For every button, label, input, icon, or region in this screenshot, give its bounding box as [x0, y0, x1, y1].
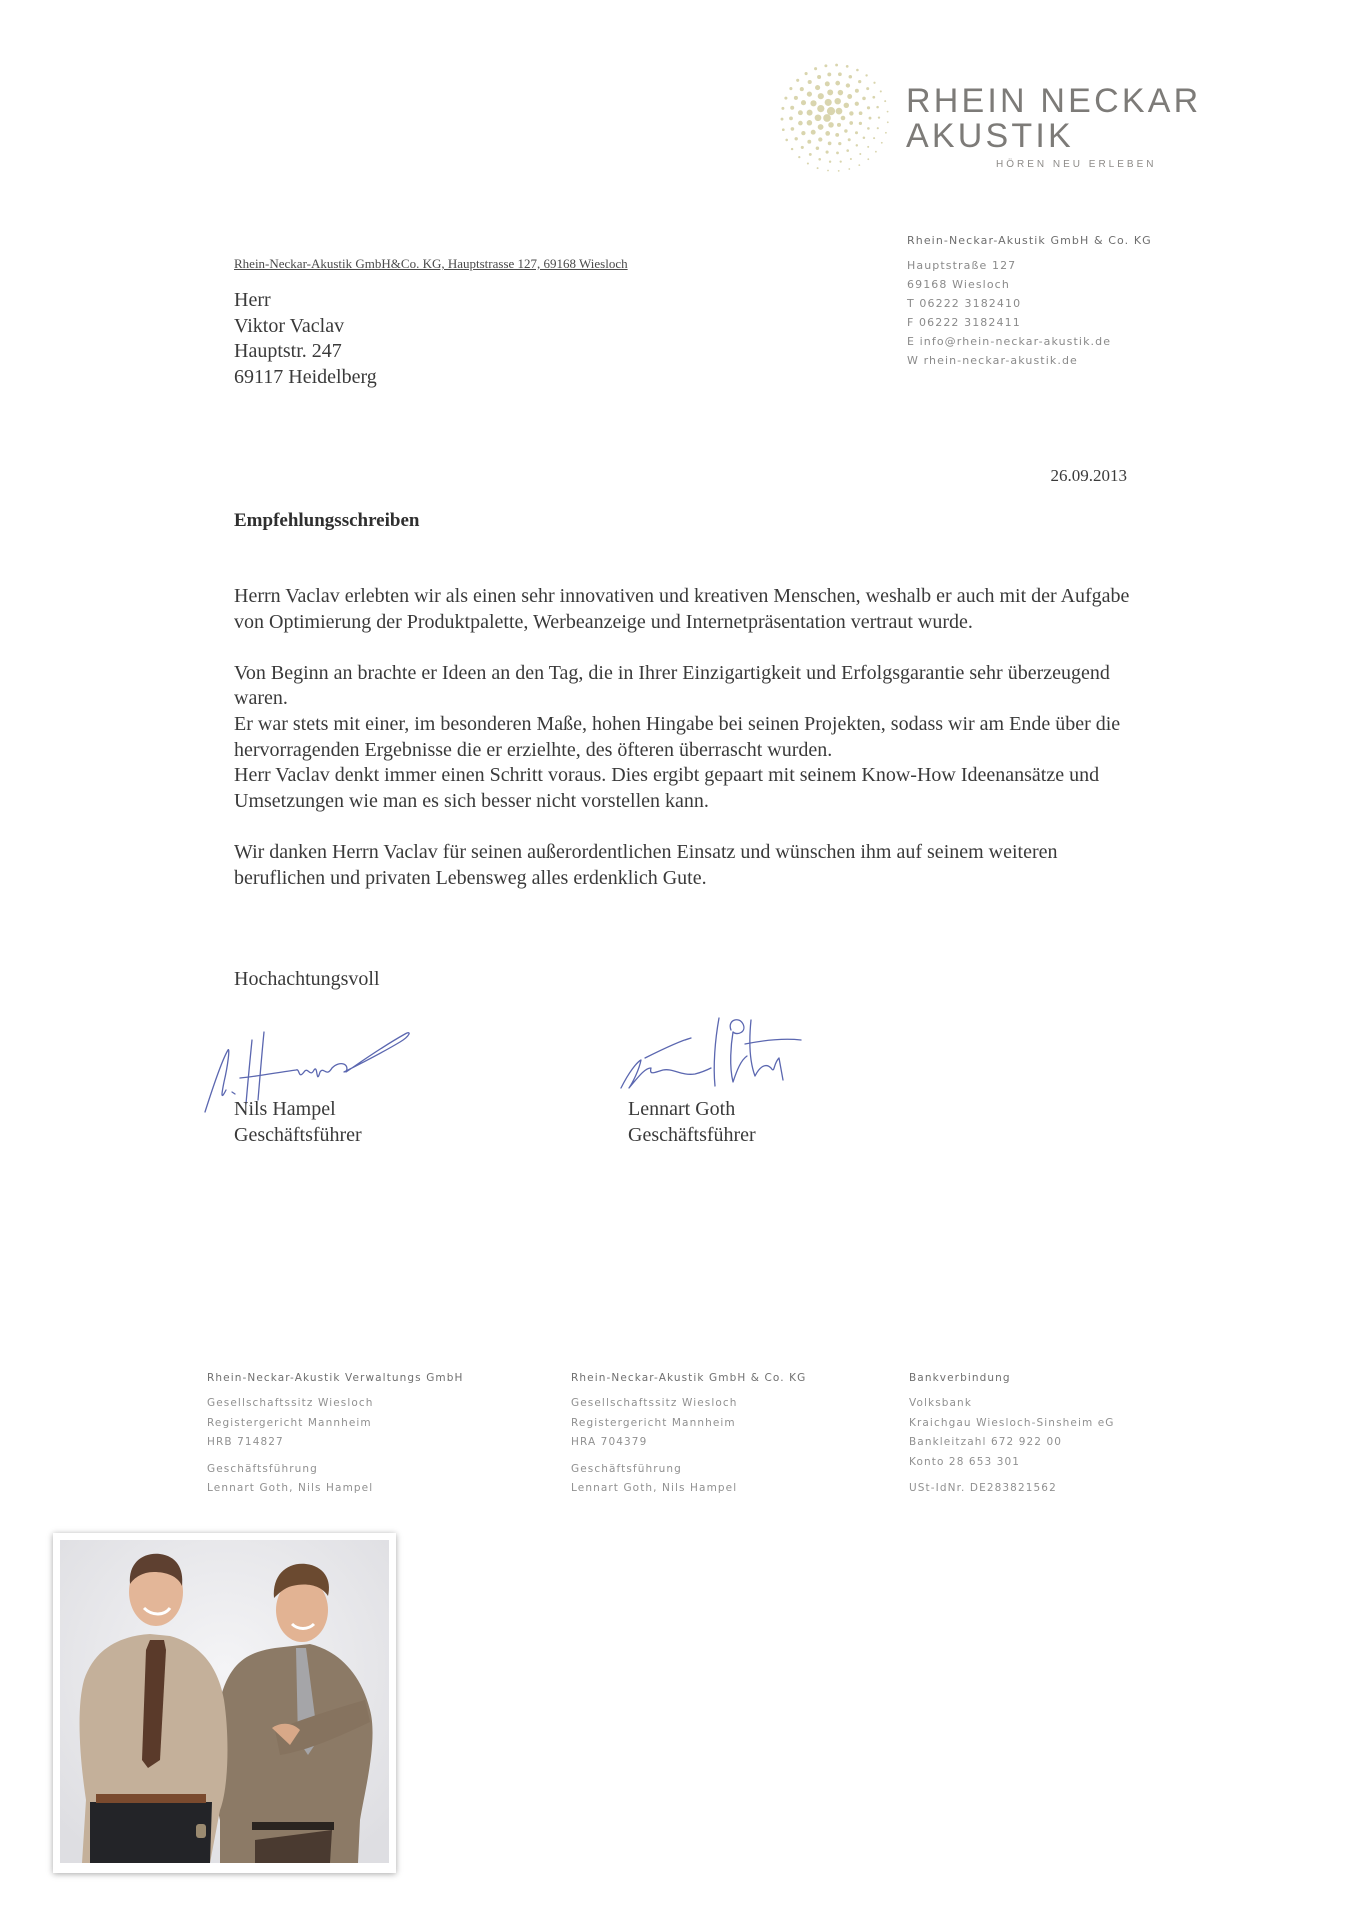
logo-dot	[878, 116, 880, 118]
logo-dot	[807, 140, 811, 144]
logo-dot	[847, 94, 852, 99]
two-men-portrait-photo	[60, 1540, 389, 1863]
logo-dot	[825, 131, 830, 136]
logo-dot	[881, 142, 883, 144]
logo-dot	[846, 65, 849, 68]
logo-dot	[809, 153, 812, 156]
footer-column-kg	[571, 1372, 806, 1499]
body-paragraph-3: Wir danken Herrn Vaclav für seinen außerordentlichen Einsatz und wünschen ihm auf seinem weiteren beruflichen und privaten Lebensweg alles erdenklich Gute.	[234, 840, 1058, 889]
signer-name: Nils Hampel	[234, 1098, 336, 1120]
logo-dot	[781, 118, 784, 121]
logo-dot	[827, 89, 833, 95]
logo-dot	[798, 110, 803, 115]
logo-dot	[849, 111, 853, 115]
footer-line: Konto 28 653 301	[909, 1455, 1021, 1468]
logo-wordmark-line2: AKUSTIK	[906, 117, 1074, 155]
signer-name: Lennart Goth	[628, 1098, 736, 1120]
logo-dot	[801, 131, 805, 135]
logo-dot	[827, 107, 835, 115]
logo-dot	[827, 170, 829, 172]
logo-dot	[794, 96, 798, 100]
logo-dot	[884, 100, 886, 102]
logo-dot	[855, 102, 859, 106]
logo-dot	[811, 130, 816, 135]
logo-dot	[859, 122, 862, 125]
logo-wordmark-line1: RHEIN NECKAR	[906, 82, 1202, 120]
logo-dot	[849, 75, 853, 79]
logo-dot	[867, 146, 869, 148]
logo-dot	[840, 161, 842, 163]
logo-dot	[825, 81, 830, 86]
contact-website: W rhein-neckar-akustik.de	[907, 354, 1078, 367]
logo-dot	[817, 167, 819, 169]
logo-dot	[856, 144, 858, 146]
logo-dot	[817, 105, 824, 112]
recipient-salutation: Herr	[234, 289, 271, 311]
logo-dot	[835, 81, 840, 86]
logo-dot	[807, 120, 813, 126]
logo-dot	[866, 87, 869, 90]
footer-line: HRB 714827	[207, 1436, 284, 1448]
logo-dot	[785, 139, 788, 142]
logo-dot	[801, 146, 804, 149]
contact-fax: F 06222 3182411	[907, 316, 1021, 329]
logo-dot	[824, 64, 827, 67]
logo-dot	[828, 142, 832, 146]
logo-dot	[838, 142, 841, 145]
footer-line: Registergericht Mannheim	[207, 1416, 372, 1429]
body-paragraph-2-line-2: Er war stets mit einer, im besonderen Maße, hohen Hingabe bei seinen Projekten, sodass wir am Ende über die hervorragenden Ergebnisse die er erzielhte, des öfteren überrascht wurden.	[234, 712, 1121, 761]
logo-dot	[887, 111, 889, 113]
logo-dot	[782, 128, 785, 131]
logo-dot	[867, 106, 870, 109]
footer-line: Gesellschaftssitz Wiesloch	[207, 1397, 374, 1409]
logo-dot	[838, 90, 843, 95]
logo-dot	[867, 158, 869, 160]
logo-dot	[837, 123, 841, 127]
logo-dot	[872, 96, 875, 99]
recipient-street: Hauptstr. 247	[234, 340, 342, 362]
logo-dot	[855, 89, 859, 93]
logo-dot	[848, 168, 850, 170]
footer-heading: Bankverbindung	[909, 1372, 1011, 1384]
signer-nils-hampel	[234, 1097, 362, 1148]
logo-dot	[887, 121, 889, 123]
footer-line: Gesellschaftssitz Wiesloch	[571, 1397, 738, 1409]
footer-line: USt-IdNr. DE283821562	[909, 1482, 1057, 1494]
body-paragraph-2-line-1: Von Beginn an brachte er Ideen an den Tag, die in Ihrer Einzigartigkeit und Erfolgsgarantie sehr überzeugend waren.	[234, 661, 1110, 710]
logo-dot	[800, 87, 804, 91]
logo-dot	[846, 149, 849, 152]
footer-line: Kraichgau Wiesloch-Sinsheim eG	[909, 1416, 1115, 1429]
logo-dot	[795, 137, 798, 140]
company-contact-block	[907, 234, 1152, 370]
dotted-sun-logo-icon	[780, 60, 900, 180]
logo-dot	[829, 161, 831, 163]
logo-dot	[849, 121, 853, 125]
logo-dot	[798, 121, 803, 126]
signature-lennart-goth	[615, 1010, 815, 1110]
footer-line: Geschäftsführung	[571, 1462, 682, 1475]
footer-column-bank	[909, 1372, 1115, 1499]
logo-dot	[826, 151, 829, 154]
logo-dot	[814, 67, 817, 70]
closing-phrase: Hochachtungsvoll	[234, 968, 380, 990]
logo-dot	[877, 127, 879, 129]
body-paragraph-2	[234, 661, 1134, 815]
logo-dot	[880, 90, 882, 92]
logo-dot	[789, 116, 793, 120]
logo-dot	[818, 93, 824, 99]
contact-email: E info@rhein-neckar-akustik.de	[907, 335, 1112, 348]
logo-dot	[859, 153, 861, 155]
contact-street: Hauptstraße 127	[907, 259, 1017, 272]
logo-dot	[869, 117, 872, 120]
recipient-name: Viktor Vaclav	[234, 314, 345, 337]
logo-dot	[815, 114, 822, 121]
recipient-city: 69117 Heidelberg	[234, 365, 377, 388]
logo-dot	[867, 127, 870, 130]
signer-role: Geschäftsführer	[234, 1123, 362, 1146]
logo-dot	[836, 108, 843, 115]
footer-heading: Rhein-Neckar-Akustik Verwaltungs GmbH	[207, 1372, 464, 1384]
logo-dot	[796, 79, 799, 82]
logo-dot	[838, 72, 842, 76]
logo-dot	[828, 122, 834, 128]
logo-dot	[807, 92, 812, 97]
letter-date: 26.09.2013	[1050, 466, 1127, 485]
sender-return-address: Rhein-Neckar-Akustik GmbH&Co. KG, Hauptstrasse 127, 69168 Wiesloch	[234, 256, 628, 271]
logo-dot	[798, 156, 800, 158]
logo-dot	[781, 107, 784, 110]
logo-dot	[817, 75, 821, 79]
letter-title: Empfehlungsschreiben	[234, 510, 420, 531]
logo-dot	[827, 72, 831, 76]
logo-dot	[844, 103, 849, 108]
logo-dot	[823, 114, 831, 122]
contact-company-name: Rhein-Neckar-Akustik GmbH & Co. KG	[907, 234, 1152, 247]
logo-tagline: HÖREN NEU ERLEBEN	[996, 159, 1157, 170]
footer-line: Lennart Goth, Nils Hampel	[571, 1482, 738, 1494]
logo-dot	[850, 158, 852, 160]
logo-dot	[875, 151, 877, 153]
logo-dot	[818, 137, 822, 141]
footer-column-verwaltung	[207, 1372, 464, 1499]
footer-heading: Rhein-Neckar-Akustik GmbH & Co. KG	[571, 1372, 807, 1384]
photo-frame	[53, 1533, 396, 1873]
signer-role: Geschäftsführer	[628, 1123, 756, 1146]
logo-dot	[873, 137, 875, 139]
logo-dot	[784, 97, 787, 100]
logo-dot	[791, 148, 793, 150]
signer-lennart-goth	[628, 1097, 756, 1148]
logo-dot	[873, 82, 875, 84]
logo-dot	[790, 106, 794, 110]
contact-phone: T 06222 3182410	[907, 297, 1022, 310]
logo-dot	[841, 116, 846, 121]
logo-dot	[876, 106, 879, 109]
logo-dot	[863, 137, 866, 140]
logo-dot	[858, 80, 861, 83]
logo-dot	[805, 72, 808, 75]
logo-dot	[862, 97, 866, 101]
logo-dot	[835, 133, 839, 137]
footer-line: Lennart Goth, Nils Hampel	[207, 1482, 374, 1494]
logo-dot	[810, 100, 816, 106]
footer-line: Registergericht Mannheim	[571, 1416, 736, 1429]
footer-line: Geschäftsführung	[207, 1462, 318, 1475]
logo-dot	[818, 158, 821, 161]
logo-dot	[848, 138, 851, 141]
logo-dot	[834, 98, 840, 104]
logo-dot	[808, 80, 812, 84]
logo-dot	[858, 164, 860, 166]
logo-dot	[815, 85, 820, 90]
logo-dot	[807, 110, 813, 116]
logo-dot	[835, 64, 838, 67]
logo-dot	[856, 69, 859, 72]
logo-dot	[818, 124, 824, 130]
logo-dot	[855, 131, 858, 134]
logo-dot	[859, 111, 863, 115]
footer-line: Volksbank	[909, 1397, 972, 1409]
body-paragraph-2-line-3: Herr Vaclav denkt immer einen Schritt voraus. Dies ergibt gepaart mit seinem Know-How Ideenansätze und Umsetzungen wie man es sich besser nicht vorstellen kann.	[234, 764, 1100, 812]
logo-dot	[816, 147, 819, 150]
logo-dot	[885, 132, 887, 134]
logo-dot	[791, 127, 795, 131]
logo-dot	[836, 152, 839, 155]
logo-dot	[846, 83, 850, 87]
logo-dot	[801, 100, 806, 105]
footer-line: HRA 704379	[571, 1436, 648, 1448]
body-paragraph-1: Herrn Vaclav erlebten wir als einen sehr innovativen und kreativen Menschen, weshalb er auch mit der Aufgabe von Optimierung der Produktpalette, Werbeanzeige und Internetpräsentation vertraut wurde.	[234, 585, 1130, 633]
logo-dot	[825, 99, 832, 106]
recipient-address	[234, 288, 377, 390]
logo-dot	[844, 129, 847, 132]
logo-dot	[865, 74, 867, 76]
letter-body	[234, 584, 1134, 917]
logo-dot	[838, 170, 840, 172]
footer-line: Bankleitzahl 672 922 00	[909, 1436, 1063, 1448]
contact-city: 69168 Wiesloch	[907, 278, 1010, 291]
logo-dot	[789, 87, 792, 90]
logo-dot	[807, 162, 809, 164]
